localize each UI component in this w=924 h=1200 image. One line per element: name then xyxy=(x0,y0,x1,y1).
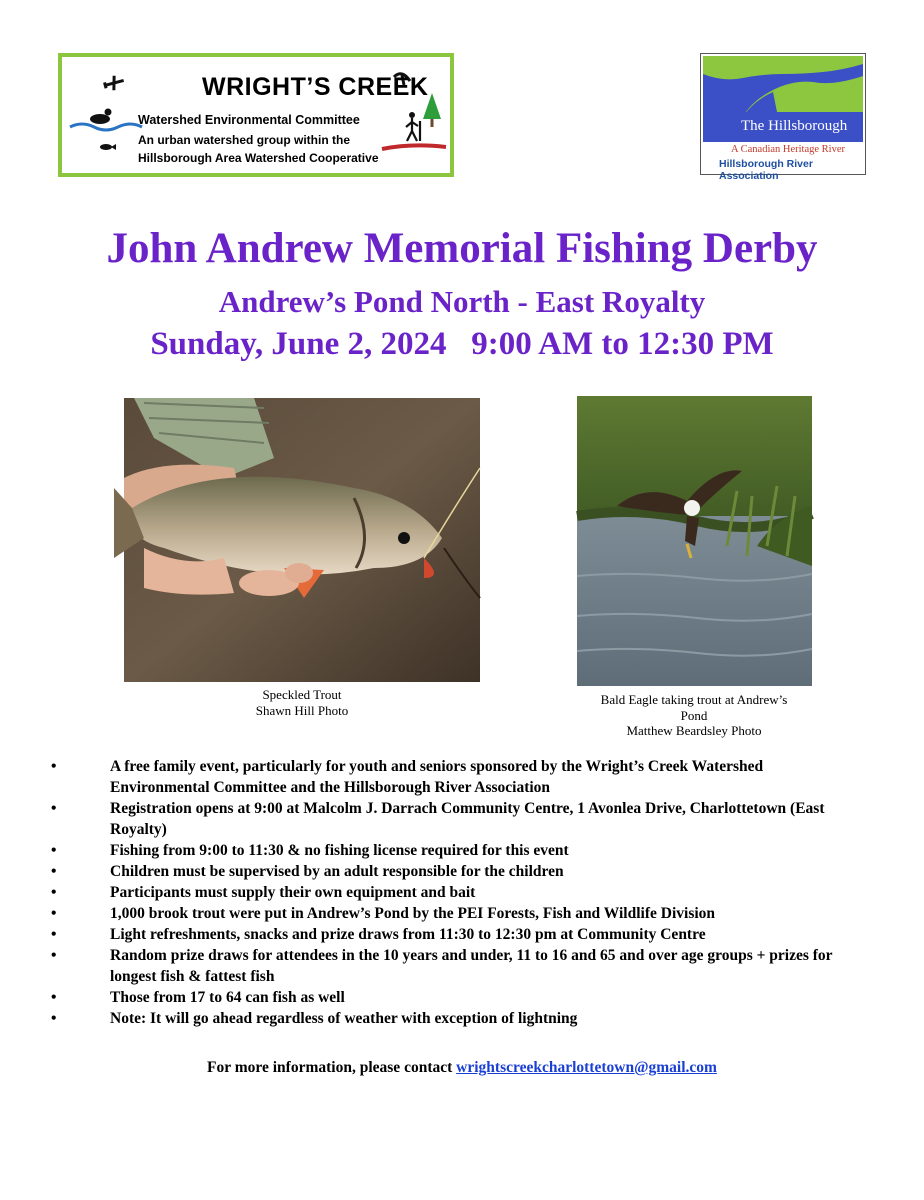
list-item xyxy=(0,903,924,924)
caption-title: Bald Eagle taking trout at Andrew’s xyxy=(600,692,788,707)
caption-credit: Matthew Beardsley Photo xyxy=(626,723,762,738)
trail-icon xyxy=(382,145,446,149)
list-item-text: Light refreshments, snacks and prize draws from 11:30 to 12:30 pm at Community Centre xyxy=(110,926,706,943)
logo-tagline-1: An urban watershed group within the xyxy=(138,133,351,147)
list-item xyxy=(0,987,924,1008)
bullet-icon: • xyxy=(51,884,57,901)
duck-icon xyxy=(90,109,112,125)
logo-heritage-text: A Canadian Heritage River xyxy=(731,144,846,155)
trout-photo-caption xyxy=(124,687,480,718)
list-item-text: Fishing from 9:00 to 11:30 & no fishing license required for this event xyxy=(110,842,569,859)
fish-icon xyxy=(100,144,116,150)
hillsborough-logo xyxy=(700,53,866,182)
bullet-icon: • xyxy=(51,758,57,775)
bullet-icon: • xyxy=(51,905,57,922)
list-item xyxy=(0,924,924,945)
list-item-text: Participants must supply their own equipment and bait xyxy=(110,884,476,901)
bullet-icon: • xyxy=(51,863,57,880)
event-location: Andrew’s Pond North - East Royalty xyxy=(218,284,706,319)
event-title: John Andrew Memorial Fishing Derby xyxy=(106,225,818,272)
bullet-icon: • xyxy=(51,947,57,964)
logo-association-text: Hillsborough River Association xyxy=(719,158,813,182)
bullet-icon: • xyxy=(51,989,57,1006)
list-item xyxy=(0,1008,924,1029)
list-item-text: Note: It will go ahead regardless of weather with exception of lightning xyxy=(110,1010,578,1027)
logo-subtitle: Watershed Environmental Committee xyxy=(138,113,360,127)
list-item-text: A free family event, particularly for youth and seniors sponsored by the Wright’s Creek Watershed Environmental Committee and the Hillsborough River Association xyxy=(110,758,764,796)
logo-tagline-2: Hillsborough Area Watershed Cooperative xyxy=(138,151,379,165)
bullet-icon: • xyxy=(51,1010,57,1027)
hiker-icon xyxy=(406,112,420,141)
eagle-photo-caption xyxy=(572,692,816,739)
event-details-list xyxy=(0,756,924,1029)
list-item xyxy=(0,861,924,882)
contact-line xyxy=(0,1059,924,1077)
list-item xyxy=(0,945,924,987)
airplane-icon xyxy=(103,74,126,93)
list-item-text: Those from 17 to 64 can fish as well xyxy=(110,989,345,1006)
water-wave-icon xyxy=(70,124,142,130)
list-item-text: Children must be supervised by an adult responsible for the children xyxy=(110,863,564,880)
caption-credit: Shawn Hill Photo xyxy=(255,702,349,718)
logo-river-name: The Hillsborough xyxy=(741,118,848,134)
list-item xyxy=(0,756,924,798)
wrights-creek-logo xyxy=(58,53,454,177)
list-item xyxy=(0,840,924,861)
trout-photo xyxy=(124,398,480,682)
caption-title-cont: Pond xyxy=(680,707,708,723)
eagle-photo xyxy=(577,396,812,686)
caption-title: Speckled Trout xyxy=(262,687,342,702)
list-item xyxy=(0,882,924,903)
event-datetime: Sunday, June 2, 2024 9:00 AM to 12:30 PM xyxy=(150,326,774,362)
contact-email-link[interactable]: wrightscreekcharlottetown@gmail.com xyxy=(456,1059,717,1076)
bullet-icon: • xyxy=(51,800,57,817)
list-item-text: Registration opens at 9:00 at Malcolm J. Darrach Community Centre, 1 Avonlea Drive, Charlottetown (East Royalty) xyxy=(110,800,825,838)
bullet-icon: • xyxy=(51,842,57,859)
list-item xyxy=(0,798,924,840)
list-item-text: 1,000 brook trout were put in Andrew’s Pond by the PEI Forests, Fish and Wildlife Division xyxy=(110,905,716,922)
list-item-text: Random prize draws for attendees in the 10 years and under, 11 to 16 and 65 and over age groups + prizes for longest fish & fattest fish xyxy=(110,947,833,985)
logo-title: WRIGHT’S CREEK xyxy=(202,73,429,101)
bullet-icon: • xyxy=(51,926,57,943)
contact-text: For more information, please contact xyxy=(207,1059,457,1076)
